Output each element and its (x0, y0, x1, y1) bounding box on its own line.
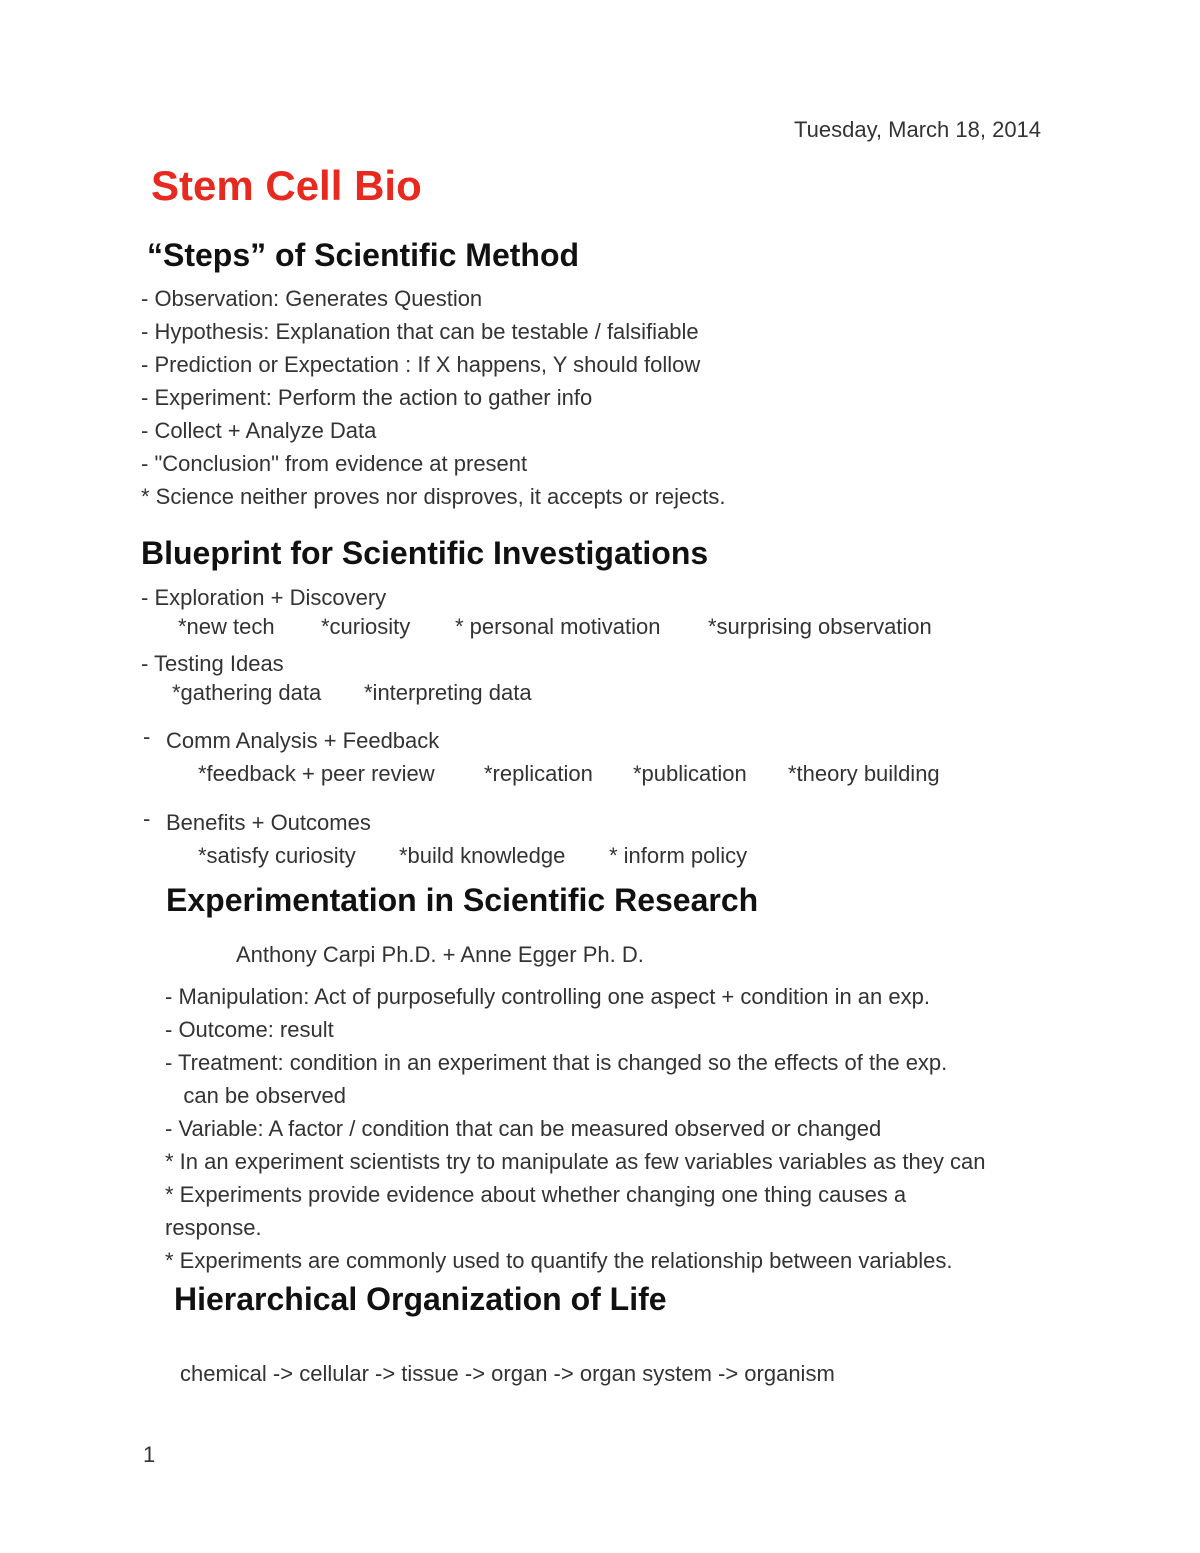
list-item: *publication (633, 761, 747, 786)
list-item: response. (165, 1215, 262, 1240)
benefits-items (0, 843, 1200, 876)
list-item: *theory building (788, 761, 940, 786)
bullet-dash: - (143, 724, 151, 749)
date: Tuesday, March 18, 2014 (794, 117, 1042, 142)
list-item: - Observation: Generates Question (141, 286, 483, 311)
bullet-dash: - (143, 806, 151, 831)
testing-items (0, 680, 1200, 713)
comm-label: Comm Analysis + Feedback (166, 728, 440, 753)
list-item: * personal motivation (455, 614, 661, 639)
list-item: *feedback + peer review (198, 761, 435, 786)
list-item: * In an experiment scientists try to manipulate as few variables variables as they can (165, 1149, 986, 1174)
list-item: - Hypothesis: Explanation that can be testable / falsifiable (141, 319, 699, 344)
list-item: *satisfy curiosity (198, 843, 356, 868)
comm-items (0, 761, 1200, 794)
page-number: 1 (143, 1442, 156, 1467)
testing-label: - Testing Ideas (141, 651, 284, 676)
exploration-label: - Exploration + Discovery (141, 585, 387, 610)
list-item: - Outcome: result (165, 1017, 334, 1042)
list-item: can be observed (165, 1083, 347, 1108)
heading-experimentation: Experimentation in Scientific Research (166, 882, 759, 918)
list-item: * Experiments are commonly used to quantify the relationship between variables. (165, 1248, 953, 1273)
benefits-label-row (0, 806, 1200, 843)
list-item: *new tech (178, 614, 275, 639)
list-item: - Manipulation: Act of purposefully controlling one aspect + condition in an exp. (165, 984, 930, 1009)
list-item: *interpreting data (364, 680, 532, 705)
organization-chain: chemical -> cellular -> tissue -> organ -> organ system -> organism (180, 1361, 835, 1386)
list-item: * Experiments provide evidence about whether changing one thing causes a (165, 1182, 907, 1207)
heading-scientific-method: “Steps” of Scientific Method (147, 237, 580, 273)
exploration-items (0, 614, 1200, 647)
list-item: *build knowledge (399, 843, 566, 868)
list-item: - Treatment: condition in an experiment that is changed so the effects of the exp. (165, 1050, 948, 1075)
list-item: - Collect + Analyze Data (141, 418, 377, 443)
list-item: - Experiment: Perform the action to gather info (141, 385, 593, 410)
list-item: - "Conclusion" from evidence at present (141, 451, 528, 476)
list-item: - Variable: A factor / condition that can be measured observed or changed (165, 1116, 882, 1141)
heading-blueprint: Blueprint for Scientific Investigations (141, 535, 709, 571)
list-item: *curiosity (321, 614, 411, 639)
heading-hierarchical: Hierarchical Organization of Life (174, 1281, 667, 1317)
scientific-method-list (141, 282, 726, 513)
list-item: *surprising observation (708, 614, 932, 639)
page-title: Stem Cell Bio (151, 162, 422, 209)
list-item: *replication (484, 761, 593, 786)
author-line: Anthony Carpi Ph.D. + Anne Egger Ph. D. (236, 942, 644, 967)
list-item: * Science neither proves nor disproves, it accepts or rejects. (141, 484, 726, 509)
comm-label-row (0, 724, 1200, 761)
list-item: - Prediction or Expectation : If X happens, Y should follow (141, 352, 701, 377)
experimentation-list (165, 980, 986, 1277)
list-item: *gathering data (172, 680, 322, 705)
benefits-label: Benefits + Outcomes (166, 810, 371, 835)
list-item: * inform policy (609, 843, 748, 868)
